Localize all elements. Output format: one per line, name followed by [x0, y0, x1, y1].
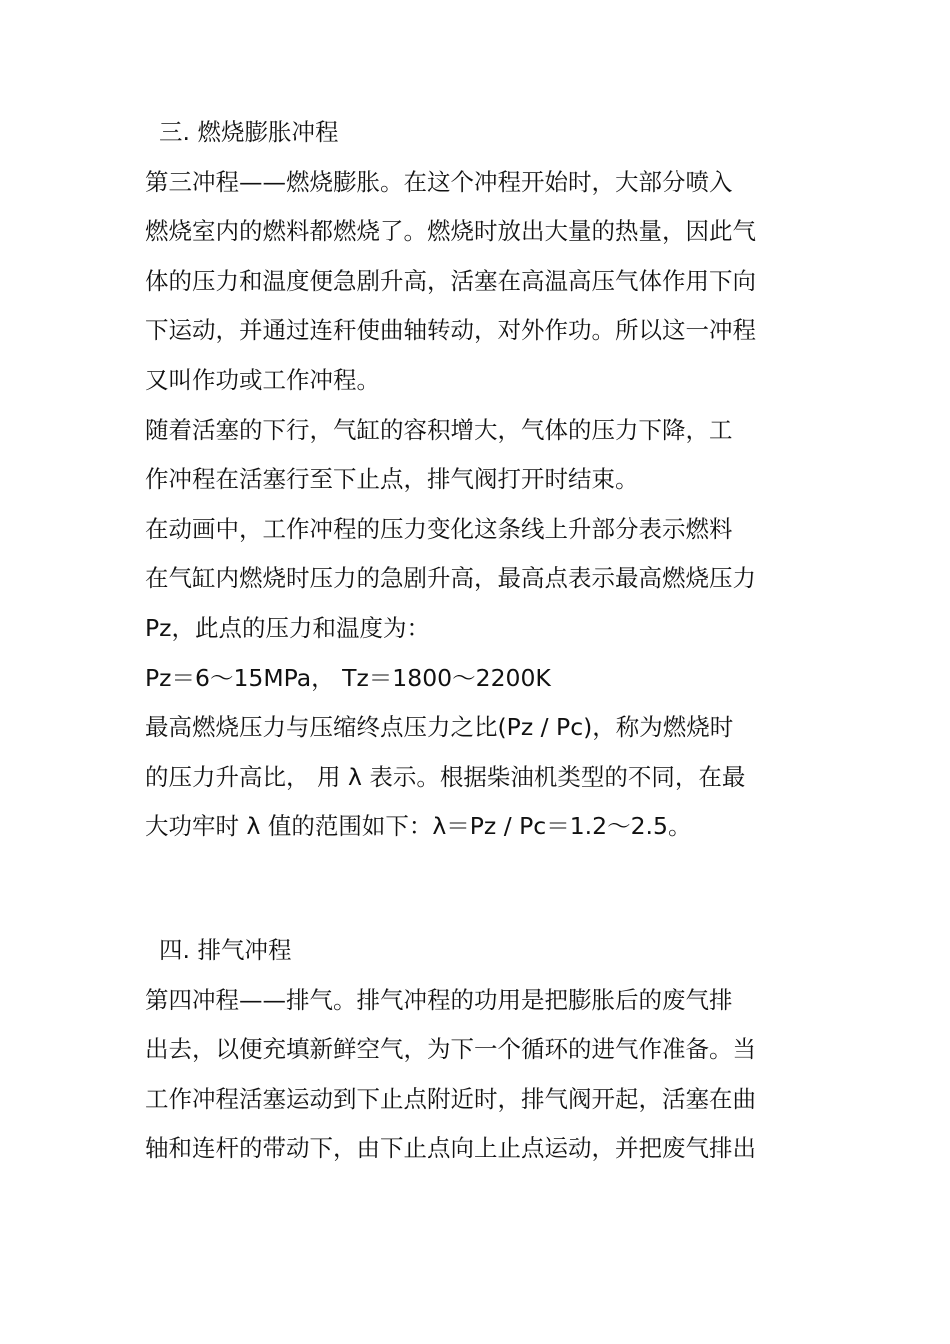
text-line: 燃烧室内的燃料都燃烧了。燃烧时放出大量的热量，因此气: [145, 217, 756, 246]
text-line: 体的压力和温度便急剧升高，活塞在高温高压气体作用下向: [145, 266, 756, 295]
text-line: 作冲程在活塞行至下止点，排气阀打开时结束。: [145, 465, 639, 494]
text-line: 在动画中，工作冲程的压力变化这条线上升部分表示燃料: [145, 514, 733, 543]
text-line: 大功牢时 λ 值的范围如下：λ＝Pz / Pc＝1.2～2.5。: [145, 812, 692, 841]
paragraph: [145, 703, 810, 852]
section-heading: 四. 排气冲程: [159, 935, 292, 964]
text-line: 第三冲程——燃烧膨胀。在这个冲程开始时，大部分喷入: [145, 167, 733, 196]
text-line: 随着活塞的下行，气缸的容积增大，气体的压力下降，工: [145, 415, 733, 444]
section-spacer: [145, 852, 810, 926]
text-line: Pz，此点的压力和温度为：: [145, 613, 431, 642]
paragraph: [145, 158, 810, 406]
text-line: 的压力升高比， 用 λ 表示。根据柴油机类型的不同，在最: [145, 762, 746, 791]
document-page: [145, 108, 810, 1174]
paragraph: [145, 505, 810, 654]
text-line: 工作冲程活塞运动到下止点附近时，排气阀开起，活塞在曲: [145, 1084, 756, 1113]
text-line: 出去，以便充填新鲜空气，为下一个循环的进气作准备。当: [145, 1035, 756, 1064]
text-line: 轴和连杆的带动下，由下止点向上止点运动，并把废气排出: [145, 1134, 756, 1163]
text-line: 下运动，并通过连秆使曲轴转动，对外作功。所以这一冲程: [145, 316, 756, 345]
section-heading: 三. 燃烧膨胀冲程: [159, 118, 339, 146]
text-line: 又叫作功或工作冲程。: [145, 365, 380, 394]
paragraph: [145, 976, 810, 1174]
formula-line: Pz＝6～15MPa， Tz＝1800～2200K: [145, 663, 551, 692]
text-line: 第四冲程——排气。排气冲程的功用是把膨胀后的废气排: [145, 985, 733, 1014]
text-line: 最高燃烧压力与压缩终点压力之比(Pz / Pc)，称为燃烧时: [145, 713, 734, 742]
text-line: 在气缸内燃烧时压力的急剧升高，最高点表示最高燃烧压力: [145, 564, 756, 593]
paragraph: [145, 406, 810, 505]
